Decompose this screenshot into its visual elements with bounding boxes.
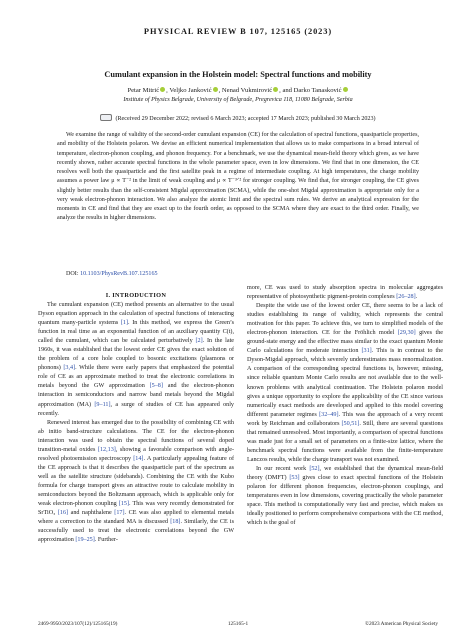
body-text: Despite the wide use of the lowest order CE, there seems to be a lack of studies establishing its range of validity, which represents the central motivation for this paper. To achieve this, we turn to simplified models of the electron-phonon interaction. CE for the Fröhlich model: [247, 303, 443, 337]
left-column: [38, 301, 234, 611]
orcid-icon[interactable]: [273, 87, 278, 92]
body-text: , we established that the dynamical mean-field theory (DMFT): [247, 465, 443, 481]
author-name[interactable]: and Darko Tanasković: [282, 87, 342, 94]
body-text: , showing a favorable comparison with angle-resolved photoemission spectroscopy: [38, 446, 234, 462]
author-name[interactable]: Nenad Vukmirović: [221, 87, 273, 94]
citation-link[interactable]: [1]: [120, 320, 129, 327]
orcid-icon[interactable]: [213, 87, 218, 92]
author-list: Petar Mitrić , Veljko Janković , Nenad Vukmirović , and Darko Tanasković: [0, 87, 476, 94]
section-heading: I. INTRODUCTION: [105, 292, 167, 299]
citation-link[interactable]: [50,51]: [341, 420, 360, 427]
citation-link[interactable]: [32–49]: [319, 411, 339, 418]
body-text: and the electron-phonon interaction in semiconductors and narrow band metals beyond the Migdal approximation (MA): [38, 383, 234, 408]
citation-link[interactable]: [14]: [133, 455, 144, 462]
body-text: . Similarly, the CE is successfully used to treat the electronic correlations beyond the GW approximation: [38, 519, 234, 544]
body-text: The cumulant expansion (CE) method presents an alternative to the usual Dyson equation approach in the calculation of spectral functions of interacting quantum many-particle systems: [38, 302, 234, 327]
body-text: . A particularly appealing feature of the CE approach is that it describes the quasiparticle part of the spectrum as well as the satellite structure (sidebands). Combining the CE with the Kubo formula for charge transport gives an attractive route to calculate mobility in semiconductors beyond the Boltzmann approach, which is applicable only for weak electron-phonon coupling: [38, 455, 234, 508]
footer-copyright: ©2023 American Physical Society: [364, 621, 438, 627]
author-name[interactable]: Veljko Janković: [169, 87, 212, 94]
received-dates: [0, 114, 476, 122]
orcid-icon[interactable]: [343, 87, 348, 92]
paper-title: Cumulant expansion in the Holstein model: Spectral functions and mobility: [104, 70, 372, 79]
page-number: 125165-1: [227, 621, 249, 627]
citation-link[interactable]: [17]: [114, 510, 125, 517]
citation-link[interactable]: [53]: [289, 474, 300, 481]
citation-link[interactable]: [18]: [170, 519, 181, 526]
citation-link[interactable]: [19–25]: [75, 537, 95, 544]
abstract: We examine the range of validity of the second-order cumulant expansion (CE) for the calculation of spectral functions, quasiparticle properties, and mobility of the Holstein polaron. We devise an efficient numerical implementation that allows us to make comparisons in a broad interval of temperature, electron-phonon coupling, and phonon frequency. For a benchmark, we use the dynamical mean-field theory which gives, as we have recently shown, rather accurate spectral functions in the whole parameter space, even in low dimensions. We find that in one dimension, the CE resolves well both the quasiparticle and the first satellite peak in a regime of intermediate coupling. At high temperatures, the charge mobility assumes a power law μ ∝ T⁻² in the limit of weak coupling and μ ∝ T⁻³ᐟ² for stronger coupling. We find that, for stronger coupling, the CE gives slightly better results than the self-consistent Migdal approximation (SCMA), while the one-shot Migdal approximation is appropriate only for a very weak electron-phonon interaction. We also analyze the atomic limit and the spectral sum rules. We derive an analytical expression for the moments in CE and find that they are exact up to the fourth order, as opposed to the SCMA where they are exact to the third order. Finally, we analyze the results in higher dimensions.: [57, 132, 419, 222]
footer-issn: 2469-9950/2023/107(12)/125165(19): [38, 621, 118, 627]
body-paragraph: [38, 301, 234, 419]
citation-link[interactable]: [12,13]: [97, 446, 116, 453]
check-for-updates-icon[interactable]: [100, 114, 112, 121]
citation-link[interactable]: [52]: [309, 465, 320, 472]
body-text: In our recent work: [256, 465, 310, 472]
journal-header: PHYSICAL REVIEW B 107, 125165 (2023): [143, 27, 333, 36]
right-column: [247, 284, 443, 611]
doi-link[interactable]: 10.1103/PhysRevB.107.125165: [80, 271, 158, 277]
body-text: . Further-: [94, 537, 118, 544]
orcid-icon[interactable]: [160, 87, 165, 92]
citation-link[interactable]: [31]: [361, 348, 372, 355]
citation-link[interactable]: [3,4]: [63, 365, 76, 372]
body-text: . This was the approach of a very recent work by Reichman and collaborators: [247, 411, 443, 427]
body-text: . CE was also applied to elemental metals where a correction to the standard MA is discussed: [38, 510, 234, 526]
citation-link[interactable]: [9–11]: [94, 401, 111, 408]
citation-link[interactable]: [15]: [118, 501, 130, 508]
body-text: . In this method, we express the Green’s function in real time as an exponential function of an auxiliary quantity C(t), called the cumulant, which can be calculated perturbatively: [38, 320, 234, 345]
citation-link[interactable]: [16]: [57, 510, 69, 517]
body-text: and naphthalene: [68, 510, 115, 517]
body-paragraph: [247, 302, 443, 465]
body-text: . This is in contrast to the Dyson-Migdal approach, which severely underestimates mass renormalization. A comparison of the corresponding spectral functions is, however, missing, since reliable quantum Monte Carlo results are not available due to the well-known problems with analytical continuation. The Holstein polaron model gives a unique opportunity to explore the applicability of the CE since various numerically exact methods are developed and applied to this model covering different parameter regimes: [247, 348, 443, 418]
body-text: more, CE was used to study absorption spectra in molecular aggregates representative of photosynthetic pigment-protein complexes: [247, 285, 443, 301]
body-text: gives close to exact spectral functions of the Holstein polaron for different phonon frequencies, electron-phonon couplings, and temperatures even in low dimensions, covering practically the whole parameter space. This method is computationally very fast and precise, which makes us ideally positioned to perform comprehensive comparisons with the CE method, which is the goal of: [247, 474, 443, 527]
affiliation: Institute of Physics Belgrade, University of Belgrade, Pregrevica 118, 11080 Belgrade, Serbia: [123, 97, 353, 103]
body-text: . In the late 1960s, it was established that the lowest order CE gives the exact solution of the problem of a core hole coupled to bosonic excitations (plasmons or phonons): [38, 338, 234, 372]
citation-link[interactable]: [26–28]: [396, 294, 416, 301]
doi-line: [66, 271, 158, 277]
doi-label: DOI:: [66, 271, 79, 277]
body-text: . While there were early papers that emphasized the potential role of CE as an approximate method to treat the electronic correlations in metals beyond the GW approximation: [38, 365, 234, 390]
body-text: .: [415, 294, 418, 301]
citation-link[interactable]: [29,30]: [397, 330, 416, 337]
body-text: , a surge of studies of CE has appeared only recently.: [38, 401, 234, 417]
citation-link[interactable]: [2]: [195, 338, 203, 345]
author-name[interactable]: Petar Mitrić: [127, 87, 160, 94]
body-text: gives the ground-state energy and the effective mass similar to the exact quantum Monte Carlo calculations for moderate interaction: [247, 330, 443, 355]
body-text: Renewed interest has emerged due to the possibility of combining CE with ab initio band-structure calculations. The CE for the electron-phonon interaction was used to obtain the spectral functions of several doped transition-metal oxides: [38, 419, 234, 453]
body-paragraph: [247, 465, 443, 528]
body-text: . Still, there are several questions that remained unresolved. Most importantly, a comparison of spectral functions was made just for a small set of parameters on a finite-size lattice, where the benchmark spectral functions were available from the finite-temperature Lanczos results, while the charge transport was not examined.: [247, 420, 443, 463]
body-paragraph: [247, 284, 443, 302]
body-text: . This was very recently demonstrated for SrTiO₃: [38, 501, 234, 517]
body-paragraph: [38, 419, 234, 546]
citation-link[interactable]: [5–8]: [149, 383, 163, 390]
received-text: (Received 29 December 2022; revised 6 March 2023; accepted 17 March 2023; published 30 March 2023): [115, 116, 376, 122]
